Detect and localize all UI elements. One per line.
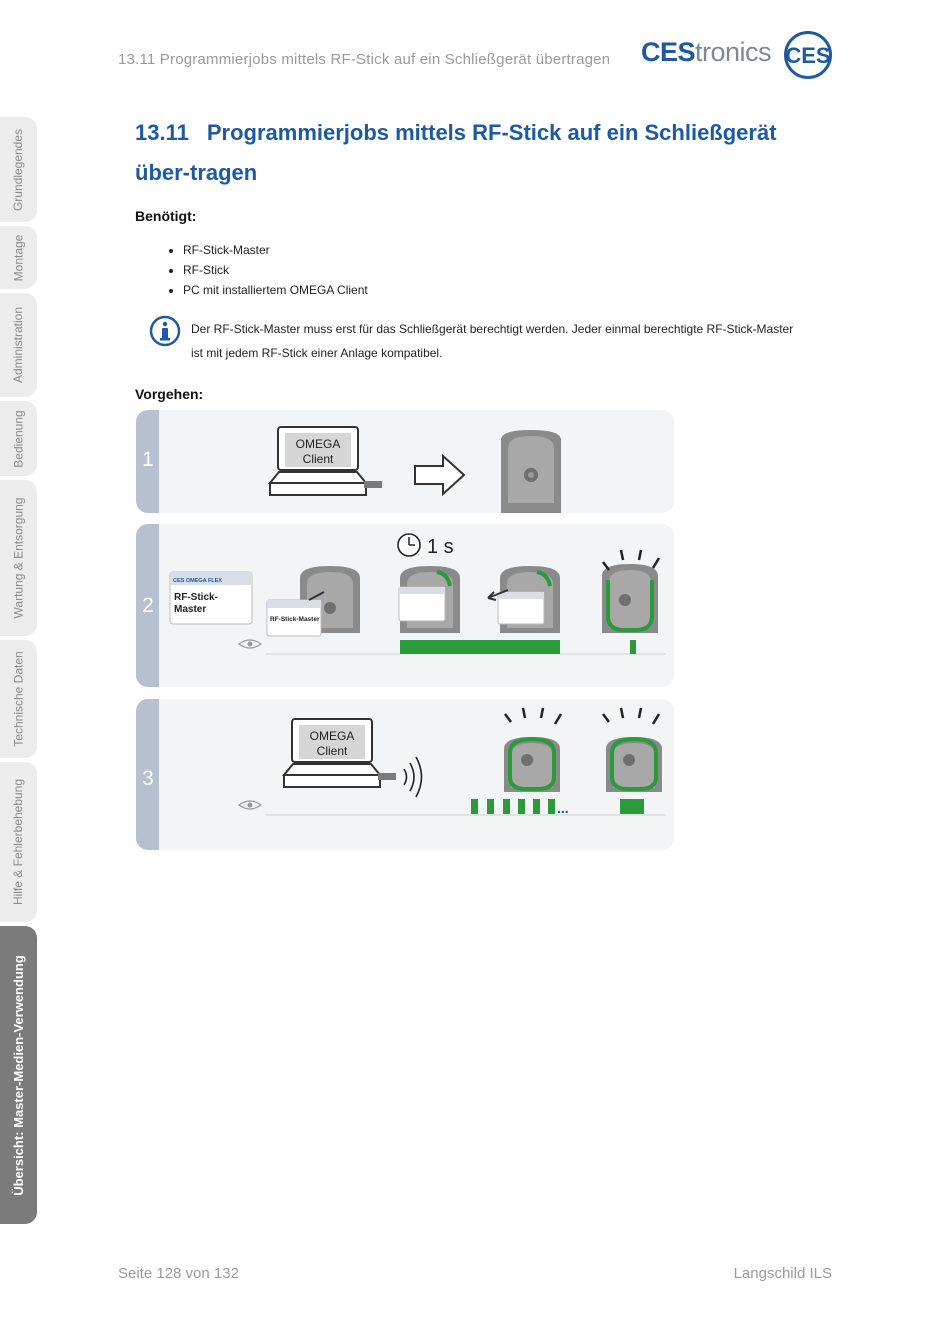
list-item: • RF-Stick — [183, 260, 368, 280]
lock-reader-signal-icon — [603, 708, 662, 792]
side-tab-label: Grundlegendes — [11, 128, 26, 211]
logo-rest: tronics — [695, 37, 772, 67]
side-tab-uebersicht-active[interactable] — [0, 926, 37, 1224]
led-signal-bar — [533, 799, 540, 814]
card-brand: CES OMEGA FLEX — [173, 578, 222, 584]
clock-icon — [398, 534, 420, 556]
laptop-label-line2: Client — [302, 452, 334, 466]
lock-reader-green-icon — [399, 566, 460, 633]
section-title: Programmierjobs mittels RF-Stick auf ein Schließgerät über-tragen — [135, 120, 777, 185]
step-number: 2 — [142, 594, 154, 617]
led-signal-bar — [487, 799, 494, 814]
eye-icon — [239, 640, 261, 648]
card-small-label: RF-Stick-Master — [270, 616, 320, 623]
led-signal-bar — [400, 640, 560, 654]
led-signal-bar — [503, 799, 510, 814]
laptop-icon — [270, 427, 382, 495]
logo-bold: CES — [641, 37, 696, 67]
laptop-icon — [284, 719, 396, 787]
led-signal-bar — [471, 799, 478, 814]
list-item: • RF-Stick-Master — [183, 240, 368, 260]
side-tab-label: Wartung & Entsorgung — [11, 497, 26, 619]
procedure-label: Vorgehen: — [135, 386, 204, 402]
step-number: 3 — [142, 767, 154, 790]
laptop-label-line1: OMEGA — [295, 437, 341, 451]
step-panel-3 — [136, 699, 674, 850]
lock-reader-signal-icon — [602, 550, 659, 633]
side-tab-label: Administration — [11, 306, 26, 384]
section-heading — [135, 113, 815, 193]
side-tab-hilfe[interactable] — [0, 762, 37, 922]
side-tab-label: Bedienung — [11, 409, 26, 468]
radio-waves-icon — [404, 757, 422, 797]
step-panel-2 — [136, 524, 674, 687]
needed-label: Benötigt: — [135, 208, 197, 224]
info-note: Der RF-Stick-Master muss erst für das Schließgerät berechtigt werden. Jeder einmal berechtigte RF-Stick-Master ist mit jedem RF-Stick einer Anlage kompatibel. — [191, 322, 794, 360]
side-tab-technische-daten[interactable] — [0, 640, 37, 758]
needed-list — [160, 240, 368, 300]
step-panel-1 — [136, 410, 674, 513]
led-signal-bar — [620, 799, 644, 814]
step-1-illustration — [136, 410, 674, 513]
footer-page-number: Seite 128 von 132 — [118, 1265, 239, 1282]
laptop-label-line1: OMEGA — [309, 729, 355, 743]
card-label-line2: Master — [174, 604, 207, 615]
led-signal-bar — [518, 799, 525, 814]
list-item: • PC mit installiertem OMEGA Client — [183, 280, 368, 300]
side-tab-bedienung[interactable] — [0, 401, 37, 476]
step-number: 1 — [142, 448, 154, 471]
rf-stick-master-card-small — [267, 600, 321, 636]
led-signal-bar — [548, 799, 555, 814]
lock-reader-signal-icon — [504, 708, 561, 792]
side-tab-label: Hilfe & Fehlerbehebung — [11, 778, 26, 906]
time-label: 1 s — [427, 536, 454, 558]
arrow-right-icon — [415, 456, 464, 494]
step-3-illustration — [136, 699, 674, 850]
card-label-line1: RF-Stick- — [174, 592, 218, 603]
brand-logo-text — [641, 37, 771, 68]
side-tab-label: Montage — [11, 234, 26, 281]
brand-emblem-icon — [783, 30, 833, 80]
led-signal-bar — [630, 640, 636, 654]
lock-reader-icon — [501, 430, 561, 513]
side-tab-wartung[interactable] — [0, 480, 37, 636]
laptop-label-line2: Client — [316, 744, 348, 758]
footer-product-name: Langschild ILS — [733, 1265, 832, 1282]
side-tab-label: Übersicht: Master-Medien-Verwendung — [11, 954, 27, 1196]
info-icon — [149, 315, 181, 347]
continuation-dots: ... — [557, 800, 569, 816]
step-2-illustration — [136, 524, 674, 687]
eye-icon — [239, 801, 261, 809]
running-header-title: 13.11 Programmierjobs mittels RF-Stick auf ein Schließgerät übertragen — [118, 51, 611, 68]
lock-reader-green-icon — [488, 566, 560, 633]
emblem-text: CES — [785, 43, 831, 68]
side-tab-montage[interactable] — [0, 226, 37, 289]
rf-stick-master-card — [170, 572, 252, 624]
side-tab-administration[interactable] — [0, 293, 37, 397]
side-tab-grundlegendes[interactable] — [0, 117, 37, 222]
side-tab-label: Technische Daten — [11, 651, 26, 747]
section-number: 13.11 — [135, 120, 189, 145]
